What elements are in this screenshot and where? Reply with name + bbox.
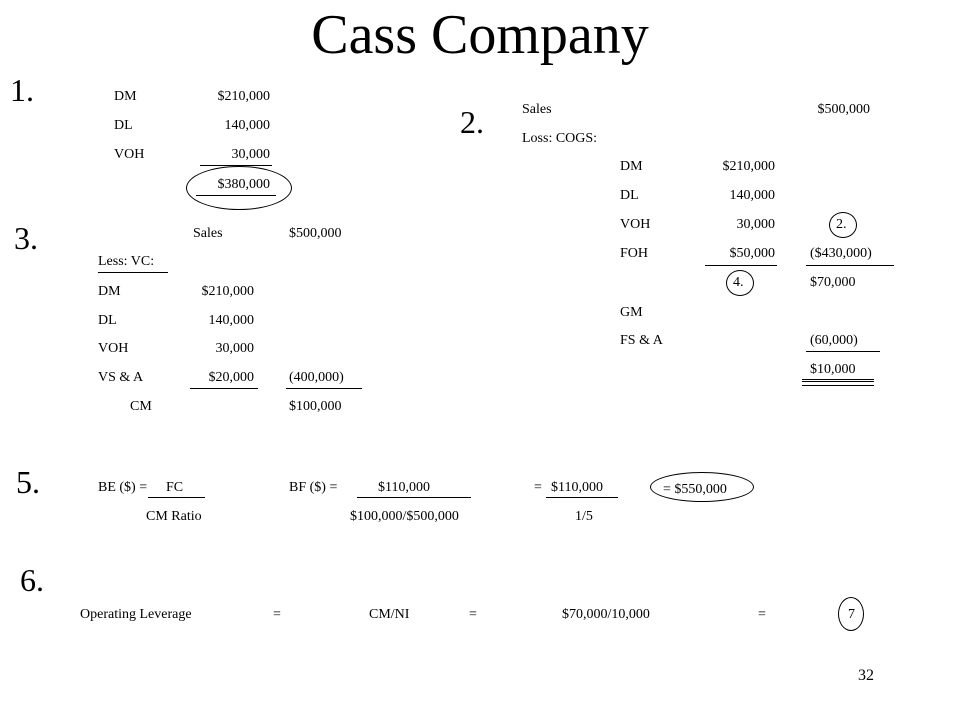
sec6-eq3: = — [758, 607, 766, 622]
sec3-label-vsa: VS & A — [98, 370, 144, 385]
sec3-cm-label: CM — [130, 399, 152, 414]
sec2-circle-2 — [829, 212, 857, 238]
sec2-label-dl: DL — [620, 188, 639, 203]
sec6-eq1: = — [273, 607, 281, 622]
sec1-value-voh: 30,000 — [231, 147, 270, 162]
sec6-label: Operating Leverage — [80, 607, 192, 622]
sec2-gm-label: GM — [620, 305, 643, 320]
sec2-cogs-total-rule — [806, 265, 894, 266]
sec2-cogs-total: ($430,000) — [810, 246, 872, 261]
section-number-2: 2. — [460, 104, 484, 140]
sec3-value-vsa: $20,000 — [208, 370, 254, 385]
sec2-sales-value: $500,000 — [817, 102, 870, 117]
sec6-formula: CM/NI — [369, 607, 410, 622]
sec2-circle-4-label: 4. — [733, 275, 744, 290]
sec5-calc-denominator: $100,000/$500,000 — [350, 509, 459, 524]
sec5-result-circle — [650, 472, 754, 502]
section-number-1: 1. — [10, 72, 34, 108]
sec2-ni-value: $10,000 — [810, 362, 856, 377]
sec6-eq2: = — [469, 607, 477, 622]
sec1-label-dm: DM — [114, 89, 137, 104]
sec5-formula-denominator: CM Ratio — [146, 509, 202, 524]
sec3-vc-label: Less: VC: — [98, 254, 155, 269]
sec2-cogs-rule — [705, 265, 777, 266]
sec3-vc-total: (400,000) — [289, 370, 344, 385]
page-number: 32 — [858, 667, 874, 684]
sec5-calc-lhs: BF ($) = — [289, 480, 338, 495]
sec1-total: $380,000 — [217, 177, 270, 192]
sec1-value-dl: 140,000 — [224, 118, 270, 133]
sec5-calc-numerator: $110,000 — [378, 480, 430, 495]
sec1-label-voh: VOH — [114, 147, 145, 162]
sec5-result: = $550,000 — [663, 482, 727, 497]
sec5-calc-fraction-bar — [357, 497, 471, 498]
sec5-formula-lhs: BE ($) = — [98, 480, 148, 495]
sec1-total-circle — [186, 166, 292, 210]
sec2-ni-rule-2 — [802, 385, 874, 386]
sec2-label-foh: FOH — [620, 246, 649, 261]
sec2-ni-rule-1 — [802, 379, 874, 382]
section-number-3: 3. — [14, 220, 38, 256]
sec5-eq2-sign: = — [534, 480, 542, 495]
sec1-label-dl: DL — [114, 118, 133, 133]
sec2-cogs-label: Loss: COGS: — [522, 131, 598, 146]
sec5-eq2-numerator: $110,000 — [551, 480, 603, 495]
sec2-value-foh: $50,000 — [729, 246, 775, 261]
sec2-label-voh: VOH — [620, 217, 651, 232]
sec3-label-dl: DL — [98, 313, 117, 328]
section-number-5: 5. — [16, 464, 40, 500]
sec3-sales-label: Sales — [193, 226, 223, 241]
sec2-value-voh: 30,000 — [736, 217, 775, 232]
section-number-6: 6. — [20, 562, 44, 598]
sec2-value-dm: $210,000 — [722, 159, 775, 174]
page-title: Cass Company — [311, 4, 649, 66]
sec2-fsa-value: (60,000) — [810, 333, 858, 348]
sec3-sales-value: $500,000 — [289, 226, 342, 241]
sec3-vc-rule — [98, 272, 168, 273]
sec3-value-dl: 140,000 — [208, 313, 254, 328]
sec3-vc-subtotal-rule — [190, 388, 258, 389]
sec2-label-dm: DM — [620, 159, 643, 174]
sec2-fsa-rule — [806, 351, 880, 352]
sec5-formula-numerator: FC — [166, 480, 184, 495]
sec3-vc-total-rule — [286, 388, 362, 389]
sec5-eq2-fraction-bar — [546, 497, 618, 498]
sec5-formula-fraction-bar — [148, 497, 205, 498]
sec3-label-dm: DM — [98, 284, 121, 299]
sec2-gm-value: $70,000 — [810, 275, 856, 290]
sec5-eq2-denominator: 1/5 — [575, 509, 593, 524]
sec6-result: 7 — [848, 607, 855, 622]
sec3-value-dm: $210,000 — [201, 284, 254, 299]
sec2-sales-label: Sales — [522, 102, 552, 117]
sec2-circle-4 — [726, 270, 754, 296]
sec6-calc: $70,000/10,000 — [562, 607, 650, 622]
sec2-fsa-label: FS & A — [620, 333, 663, 348]
sec3-label-voh: VOH — [98, 341, 129, 356]
sec6-result-circle — [838, 597, 864, 631]
sec2-circle-2-label: 2. — [836, 217, 847, 232]
sec3-cm-value: $100,000 — [289, 399, 342, 414]
sec2-value-dl: 140,000 — [729, 188, 775, 203]
sec3-value-voh: 30,000 — [215, 341, 254, 356]
sec1-value-dm: $210,000 — [217, 89, 270, 104]
